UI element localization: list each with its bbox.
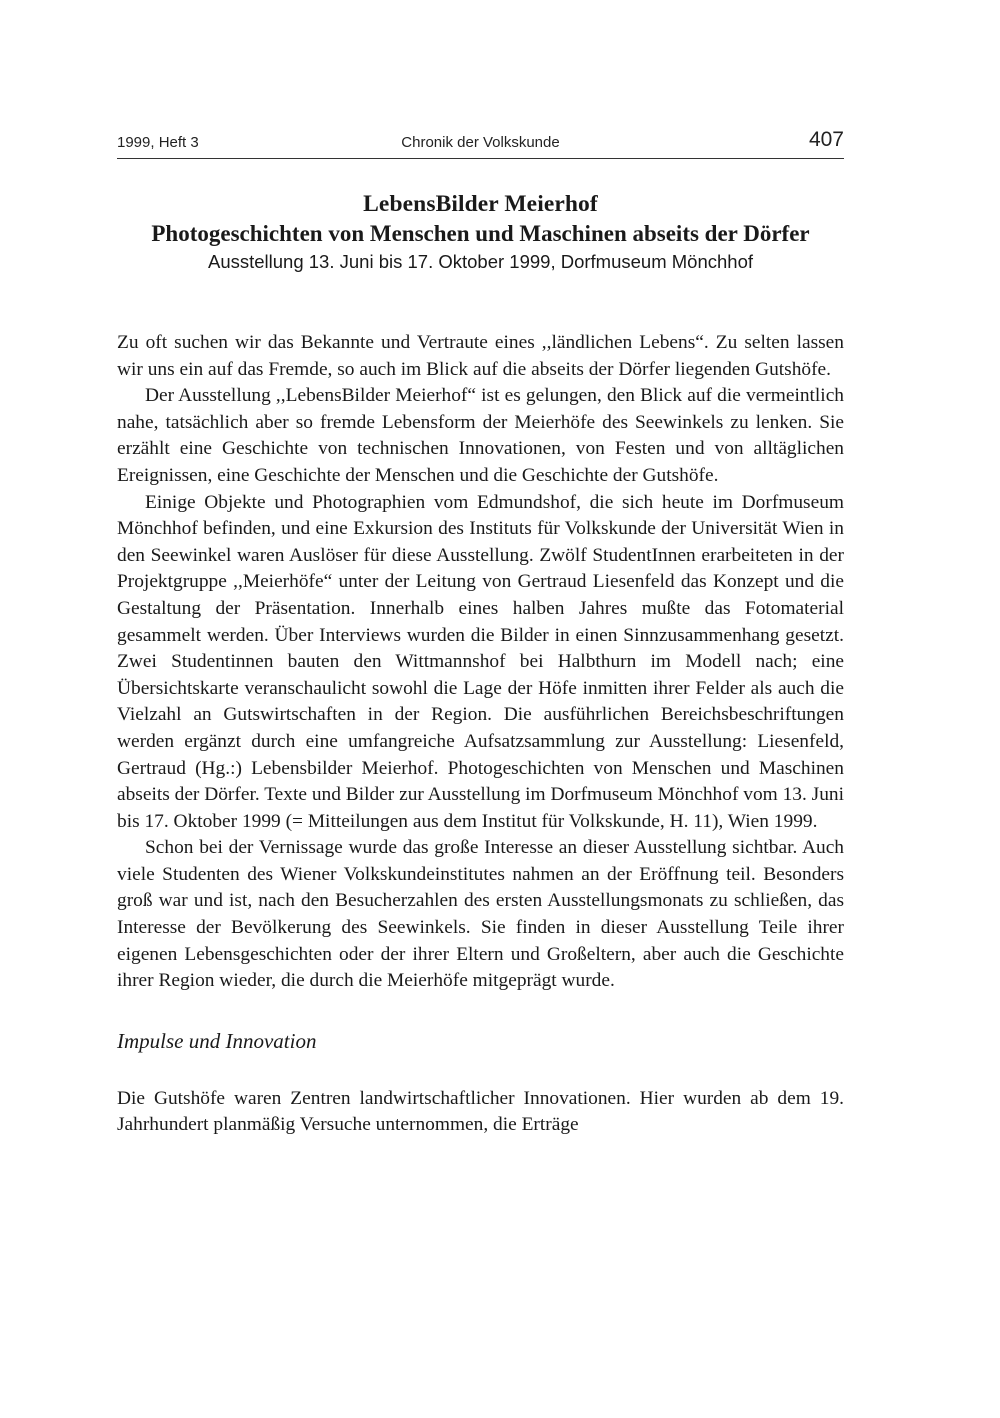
article-title-block [117,189,844,275]
section-heading: Impulse und Innovation [117,1028,317,1053]
document-page [117,128,844,1139]
paragraph: Zu oft suchen wir das Bekannte und Vertraute eines ,,ländlichen Lebens“. Zu selten lassen wir uns ein auf das Fremde, so auch im Blick auf die abseits der Dörfer liegenden Gutshöfe. [117,332,844,380]
paragraph: Der Ausstellung ,,LebensBilder Meierhof“ ist es gelungen, den Blick auf die vermeintlich nahe, tatsächlich aber so fremde Lebensform der Meierhöfe des Seewinkels zu lenken. Sie erzählt eine Geschichte von technischen Innovationen, von Festen und von alltäglichen Ereignissen, eine Geschichte der Menschen und die Geschichte der Gutshöfe. [117,385,844,486]
page-number: 407 [808,128,844,151]
paragraph: Einige Objekte und Photographien vom Edmundshof, die sich heute im Dorfmuseum Mönchhof befinden, und eine Exkursion des Instituts für Volkskunde der Universität Wien in den Seewinkel waren Auslöser für diese Ausstellung. Zwölf StudentInnen erarbeiteten in der Projektgruppe ,,Meierhöfe“ unter der Leitung von Gertraud Liesenfeld das Konzept und die Gestaltung der Präsentation. Innerhalb eines halben Jahres mußte das Fotomaterial gesammelt werden. Über Interviews wurden die Bilder in einen Sinnzusammenhang gesetzt. Zwei Studentinnen bauten den Wittmannshof bei Halbthurn im Modell nach; eine Übersichtskarte veranschaulicht sowohl die Lage der Höfe inmitten ihrer Felder als auch die Vielzahl an Gutswirtschaften in der Region. Die ausführlichen Bereichsbeschriftungen werden ergänzt durch eine umfangreiche Aufsatzsammlung zur Ausstellung: Liesenfeld, Gertraud (Hg.:) Lebensbilder Meierhof. Photogeschichten von Menschen und Maschinen abseits der Dörfer. Texte und Bilder zur Ausstellung im Dorfmuseum Mönchhof vom 13. Juni bis 17. Oktober 1999 (= Mitteilungen aus dem Institut für Volkskunde, H. 11), Wien 1999. [117,491,844,832]
article-title: LebensBilder Meierhof [363,191,598,217]
exhibition-info: Ausstellung 13. Juni bis 17. Oktober 1999, Dorfmuseum Mönchhof [207,251,754,272]
paragraph: Schon bei der Vernissage wurde das große Interesse an dieser Ausstellung sichtbar. Auch viele Studenten des Wiener Volkskundeinstitutes nahmen an der Eröffnung teil. Besonders groß war und ist, nach den Besucherzahlen des ersten Ausstellungsmonats zu schließen, das Interesse der Bevölkerung des Seewinkels. Sie finden in dieser Ausstellung Teile ihrer eigenen Lebensgeschichten oder der ihrer Eltern und Großeltern, aber auch die Geschichte ihrer Region wieder, die durch die Meierhöfe mitgeprägt wurde. [117,837,844,992]
journal-section: Chronik der Volkskunde [401,134,560,151]
article-body [117,330,844,1139]
article-subtitle: Photogeschichten von Menschen und Maschinen abseits der Dörfer [151,221,810,246]
paragraph: Die Gutshöfe waren Zentren landwirtschaftlicher Innovationen. Hier wurden ab dem 19. Jahrhundert planmäßig Versuche unternommen, die Erträge [117,1087,844,1136]
issue-label: 1999, Heft 3 [117,134,199,151]
running-header [117,128,844,159]
